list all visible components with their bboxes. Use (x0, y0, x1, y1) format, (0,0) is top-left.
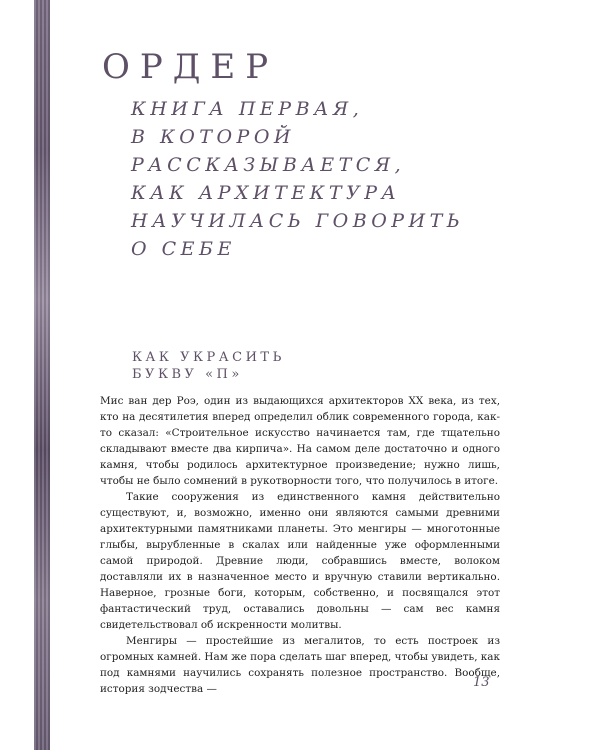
paragraph: Такие сооружения из единственного камня действительно существуют, и, возможно, именно они являются самыми древними архитектурными памятниками планеты. Это менгиры — многотонные глыбы, вырубленные в скалах или найденные уже оформленными самой природой. Древние люди, собравшись вместе, волоком доставляли их в назначенное место и вручную ставили вертикально. Наверное, грозные боги, которым, собственно, и посвящался этот фантастический труд, оставались довольны — сам вес камня свидетельствовал об искренности молитвы. (100, 491, 500, 631)
subtitle-line: РАССКАЗЫВАЕТСЯ, (131, 154, 406, 176)
subtitle-line: КАК АРХИТЕКТУРА (131, 182, 401, 204)
chapter-subtitle (131, 95, 464, 263)
paragraph: Мис ван дер Роэ, один из выдающихся архитекторов XX века, из тех, кто на десятилетия вперед определил облик современного города, как-то сказал: «Строительное искусство начинается там, где тщательно складывают вместе два кирпича». На самом деле достаточно и одного камня, чтобы родилось архитектурное произведение; нужно лишь, чтобы не было сомнений в рукотворности того, что получилось в итоге. (100, 395, 500, 487)
section-heading-line: КАК УКРАСИТЬ (132, 350, 285, 365)
subtitle-line: КНИГА ПЕРВАЯ, (131, 98, 364, 120)
subtitle-line: НАУЧИЛАСЬ ГОВОРИТЬ (131, 210, 465, 232)
body-text (100, 393, 500, 697)
subtitle-line: В КОТОРОЙ (131, 126, 295, 148)
section-heading-line: БУКВУ «П» (132, 367, 243, 382)
cover-edge-strip (34, 0, 50, 750)
section-heading (132, 349, 285, 383)
chapter-title: ОРДЕР (102, 47, 279, 87)
paragraph: Менгиры — простейшие из мегалитов, то есть построек из огромных камней. Нам же пора сделать шаг вперед, чтобы увидеть, как под камнями научились сохранять полезное пространство. Вообще, история зодчества — (100, 635, 500, 695)
page-number: 13 (473, 675, 490, 690)
subtitle-line: О СЕБЕ (131, 238, 236, 260)
